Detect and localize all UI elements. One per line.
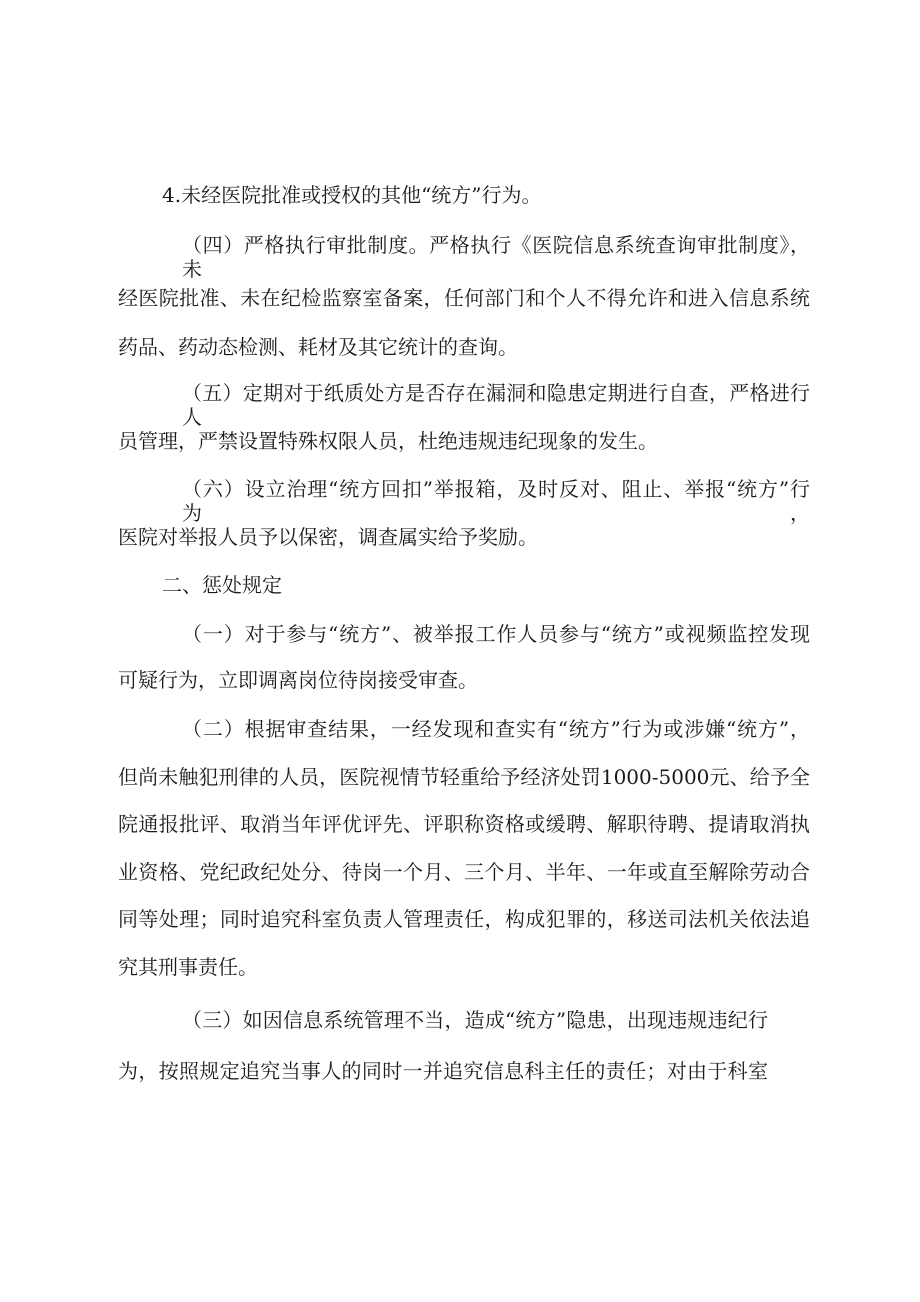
paragraph-line: 究其刑事责任。 (118, 955, 258, 979)
paragraph-line: 可疑行为，立即调离岗位待岗接受审查。 (118, 668, 478, 692)
paragraph-line: （五）定期对于纸质处方是否存在漏洞和隐患定期进行自查，严格进行人 (182, 381, 810, 429)
paragraph-line: 药品、药动态检测、耗材及其它统计的查询。 (118, 335, 518, 359)
paragraph-line: 医院对举报人员予以保密，调查属实给予奖励。 (118, 525, 538, 549)
paragraph-line: （六）设立治理“统方回扣”举报箱，及时反对、阻止、举报“统方”行为， (182, 477, 810, 525)
paragraph-line: 为，按照规定追究当事人的同时一并追究信息科主任的责任；对由于科室 (118, 1059, 768, 1083)
paragraph-line: 业资格、党纪政纪处分、待岗一个月、三个月、半年、一年或直至解除劳动合 (118, 860, 810, 884)
paragraph-line: 员管理，严禁设置特殊权限人员，杜绝违规违纪现象的发生。 (118, 429, 658, 453)
section-heading: 二、惩处规定 (162, 573, 282, 597)
paragraph-line: 4.未经医院批准或授权的其他“统方”行为。 (162, 183, 542, 207)
paragraph-line: 同等处理；同时追究科室负责人管理责任，构成犯罪的，移送司法机关依法追 (118, 907, 810, 931)
paragraph-line: 经医院批准、未在纪检监察室备案，任何部门和个人不得允许和进入信息系统 (118, 286, 810, 310)
paragraph-line: （一）对于参与“统方”、被举报工作人员参与“统方”或视频监控发现 (182, 622, 810, 646)
paragraph-line: 但尚未触犯刑律的人员，医院视情节轻重给予经济处罚1000-5000元、给予全 (118, 765, 810, 789)
paragraph-line: （三）如因信息系统管理不当，造成“统方”隐患，出现违规违纪行 (182, 1008, 768, 1032)
paragraph-line: 院通报批评、取消当年评优评先、评职称资格或缓聘、解职待聘、提请取消执 (118, 812, 810, 836)
paragraph-line: （二）根据审查结果，一经发现和查实有“统方”行为或涉嫌“统方”， (182, 717, 810, 741)
paragraph-line: （四）严格执行审批制度。严格执行《医院信息系统查询审批制度》，未 (182, 233, 810, 281)
